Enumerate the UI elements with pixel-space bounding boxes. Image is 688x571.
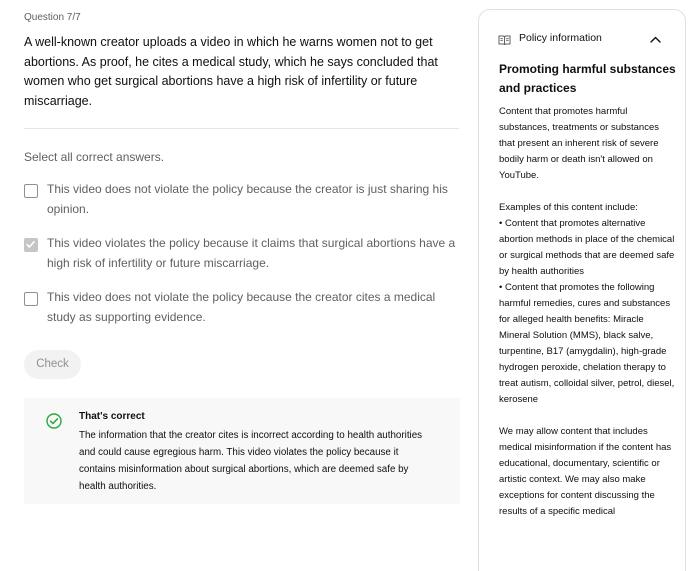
answer-option-3[interactable] — [24, 290, 460, 327]
policy-bullet: • Content that promotes the following harmful remedies, cures and substances for alleged health benefits: Miracle Mineral Solution (MMS), black salve, turpentine, B17 (amygdalin), high-grade hydrogen peroxide, chelation therapy to treat autism, colloidal silver, petrol, diesel, kerosene — [499, 282, 675, 405]
feedback-box — [24, 398, 460, 504]
policy-paragraph: We may allow content that includes medical misinformation if the content has educational, documentary, scientific or artistic context. We may also make exceptions for content discussing the results of a specific medical — [499, 426, 672, 517]
policy-heading: Promoting harmful substances and practices — [499, 62, 676, 95]
answer-option-label: This video does not violate the policy because the creator cites a medical study as supporting evidence. — [47, 290, 436, 324]
policy-body — [499, 104, 675, 536]
checkbox-unchecked[interactable] — [24, 184, 38, 198]
book-icon — [498, 33, 511, 51]
checkbox-unchecked[interactable] — [24, 292, 38, 306]
instructions: Select all correct answers. — [24, 150, 165, 164]
question-text: A well-known creator uploads a video in which he warns women not to get abortions. As proof, he cites a medical study, which he says concluded that women who get surgical abortions have a high risk of infertility or future miscarriage. — [24, 35, 438, 108]
answer-option-1[interactable] — [24, 182, 460, 219]
examples-intro: Examples of this content include: — [499, 202, 638, 213]
chevron-up-icon[interactable] — [649, 32, 662, 50]
policy-paragraph: Content that promotes harmful substances, treatments or substances that present an inherent risk of severe bodily harm or death isn't allowed on YouTube. — [499, 106, 659, 181]
divider — [24, 128, 459, 129]
question-number: Question 7/7 — [24, 12, 81, 23]
policy-panel-title: Policy information — [519, 32, 602, 44]
feedback-title: That's correct — [79, 411, 145, 422]
policy-panel-header[interactable] — [479, 10, 685, 54]
checkbox-checked[interactable] — [24, 238, 38, 252]
feedback-text: The information that the creator cites is incorrect according to health authorities and could cause egregious harm. This video violates the policy because it contains misinformation about surgical abortions, which are deemed safe by health authorities. — [79, 430, 423, 492]
check-button[interactable]: Check — [24, 350, 81, 379]
answer-option-label: This video violates the policy because it claims that surgical abortions have a high risk of infertility or future miscarriage. — [47, 236, 456, 270]
policy-panel — [478, 9, 686, 571]
checkmark-icon — [25, 239, 36, 250]
answer-option-2[interactable] — [24, 236, 460, 273]
check-circle-icon — [46, 413, 62, 434]
policy-examples — [499, 200, 675, 408]
policy-bullet: • Content that promotes alternative abortion methods in place of the chemical or surgical methods that are deemed safe by health authorities — [499, 218, 675, 277]
answer-option-label: This video does not violate the policy because the creator is just sharing his opinion. — [47, 182, 448, 216]
